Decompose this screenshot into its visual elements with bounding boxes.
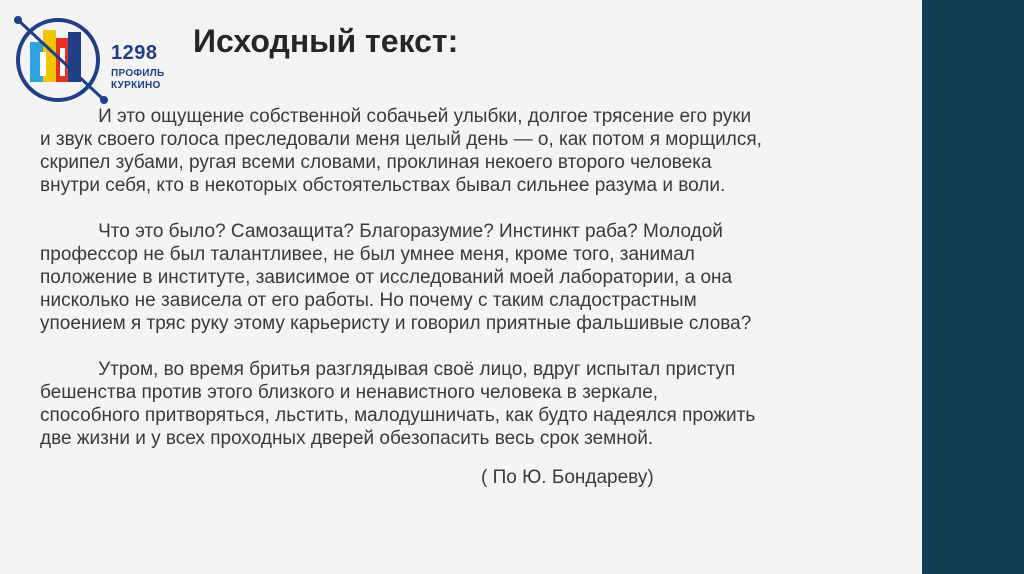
logo-caption-profile: ПРОФИЛЬ — [111, 68, 165, 79]
decorative-side-bar — [922, 0, 1024, 574]
school-logo-emblem-icon — [12, 12, 112, 112]
paragraph-2: Что это было? Самозащита? Благоразумие? Инстинкт раба? Молодой профессор не был талантливее, не был умнее меня, кроме того, занимал положение в институте, зависимое от исследований моей лаборатории, а она нисколько не зависела от его работы. Но почему с таким сладострастным упоением я тряс руку этому карьеристу и говорил приятные фальшивые слова? — [40, 221, 752, 334]
school-logo — [12, 12, 172, 112]
paragraph-3: Утром, во время бритья разглядывая своё лицо, вдруг испытал приступ бешенства против этого близкого и ненавистного человека в зеркале, способного притворяться, льстить, малодушничать, как будто надеялся прожить две жизни и у всех проходных дверей обезопасить весь срок земной. — [40, 359, 756, 449]
text-attribution: ( По Ю. Бондареву) — [481, 467, 654, 488]
logo-caption-kurkino: КУРКИНО — [111, 80, 161, 91]
slide-title: Исходный текст: — [193, 23, 459, 59]
logo-number: 1298 — [111, 42, 158, 64]
paragraph-1: И это ощущение собственной собачьей улыбки, долгое трясение его руки и звук своего голоса преследовали меня целый день — о, как потом я морщился, скрипел зубами, ругая всеми словами, проклиная некоего второго человека внутри себя, кто в некоторых обстоятельствах бывал сильнее разума и воли. — [40, 106, 762, 196]
source-text — [40, 105, 922, 473]
